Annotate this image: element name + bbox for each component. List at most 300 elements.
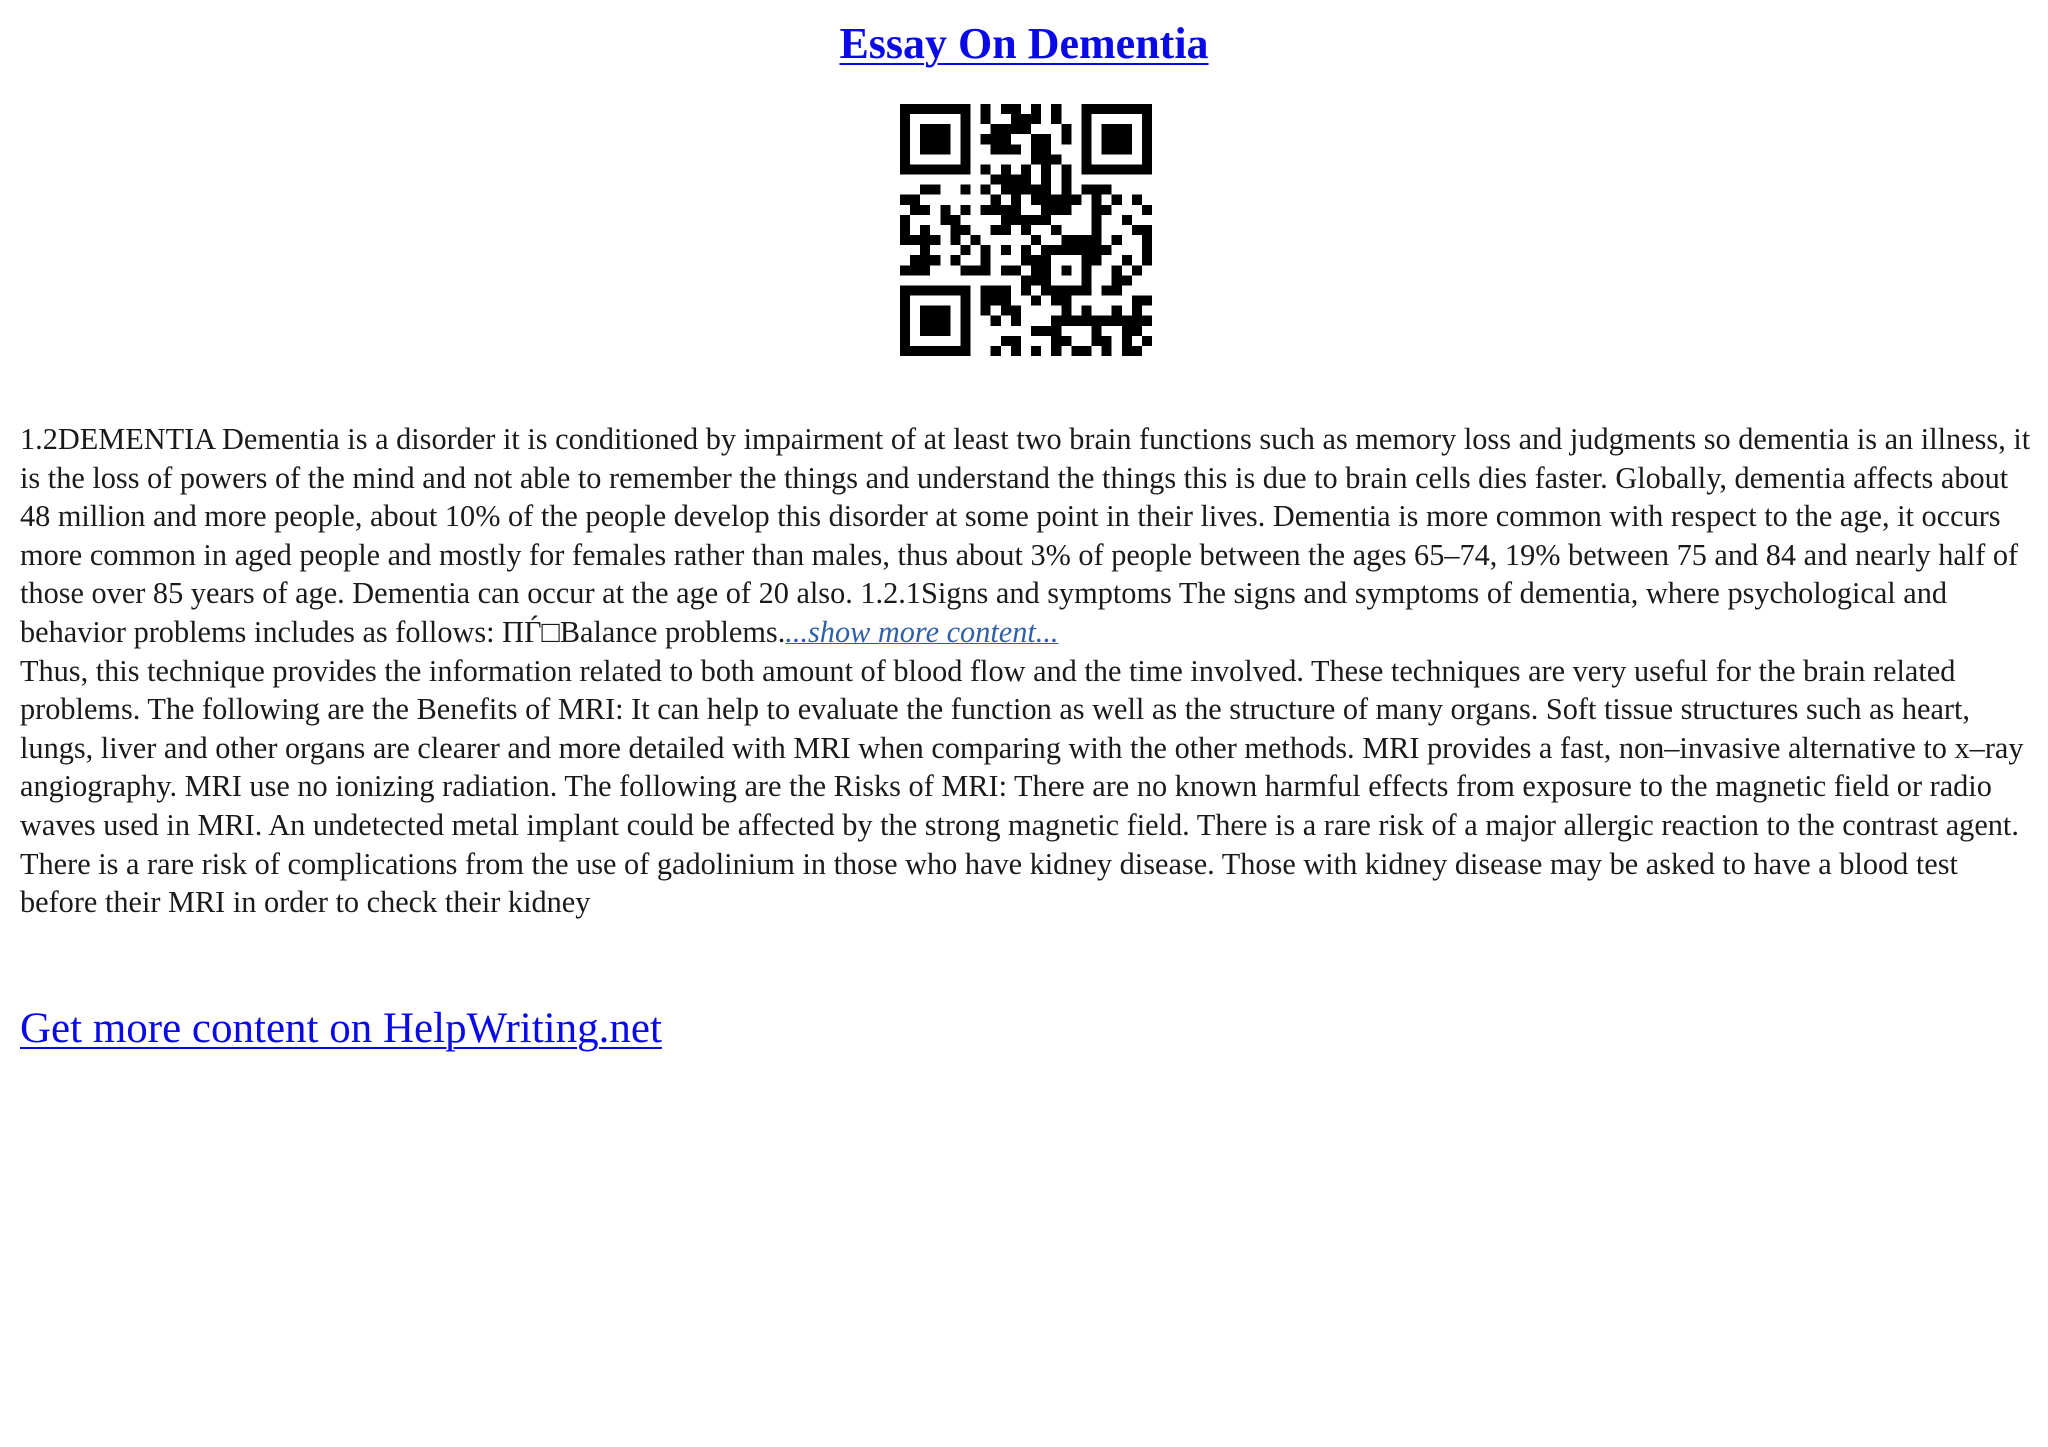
qr-module — [960, 346, 970, 356]
qr-module — [991, 144, 1001, 154]
qr-module — [1051, 104, 1061, 114]
qr-module — [1051, 285, 1061, 295]
qr-module — [981, 285, 991, 295]
qr-module — [1102, 285, 1112, 295]
qr-module — [1011, 175, 1021, 185]
qr-module — [930, 285, 940, 295]
qr-module — [1132, 164, 1142, 174]
qr-module — [1102, 336, 1112, 346]
qr-module — [1021, 114, 1031, 124]
qr-module — [930, 104, 940, 114]
qr-module — [1051, 336, 1061, 346]
qr-module — [950, 104, 960, 114]
qr-module — [1051, 114, 1061, 124]
qr-module — [1011, 195, 1021, 205]
paragraph-1-text: 1.2DEMENTIA Dementia is a disorder it is conditioned by impairment of at least two brain functions such as memory loss and judgments so dementia is an illness, it is the loss of powers of the mind and not able to remember the things and understand the things this is due to brain cells dies faster. Globally, dementia affects about 48 million and more people, about 10% of the people develop this disorder at some point in their lives. Dementia is more common with respect to the age, it occurs more common in aged people and mostly for females rather than males, thus about 3% of people between the ages 65–74, 19% between 75 and 84 and nearly half of those over 85 years of age. Dementia can occur at the age of 20 also. 1.2.1Signs and symptoms The signs and symptoms of dementia, where psychological and behavior problems includes as follows: ПЃ□Balance problems. — [20, 422, 2031, 649]
show-more-link[interactable]: ...show more content... — [785, 614, 1059, 649]
qr-module — [1041, 245, 1051, 255]
qr-module — [1092, 336, 1102, 346]
qr-module — [1021, 245, 1031, 255]
qr-module — [1142, 255, 1152, 265]
qr-module — [1031, 185, 1041, 195]
qr-module — [971, 235, 981, 245]
qr-module — [1132, 326, 1142, 336]
qr-module — [991, 285, 1001, 295]
qr-module — [940, 285, 950, 295]
qr-module — [900, 306, 910, 316]
qr-module — [900, 316, 910, 326]
qr-module — [971, 265, 981, 275]
qr-module — [960, 104, 970, 114]
qr-module — [1011, 205, 1021, 215]
qr-module — [1061, 164, 1071, 174]
qr-module — [1021, 285, 1031, 295]
qr-module — [1142, 124, 1152, 134]
qr-module — [950, 164, 960, 174]
qr-module — [920, 144, 930, 154]
qr-module — [1031, 215, 1041, 225]
qr-module — [1031, 235, 1041, 245]
qr-module — [1092, 235, 1102, 245]
qr-module — [1142, 235, 1152, 245]
qr-module — [991, 124, 1001, 134]
qr-module — [910, 104, 920, 114]
qr-module — [1041, 185, 1051, 195]
qr-module — [1092, 185, 1102, 195]
qr-module — [1001, 215, 1011, 225]
qr-module — [920, 134, 930, 144]
qr-module — [920, 316, 930, 326]
qr-module — [1031, 114, 1041, 124]
qr-module — [900, 346, 910, 356]
qr-module — [1122, 124, 1132, 134]
qr-module — [940, 104, 950, 114]
qr-module — [1142, 205, 1152, 215]
qr-module — [1061, 306, 1071, 316]
qr-module — [1081, 235, 1091, 245]
qr-module — [920, 124, 930, 134]
qr-module — [1051, 316, 1061, 326]
qr-module — [1001, 205, 1011, 215]
qr-module — [1061, 124, 1071, 134]
qr-module — [940, 124, 950, 134]
qr-module — [920, 285, 930, 295]
qr-module — [991, 346, 1001, 356]
qr-module — [960, 245, 970, 255]
qr-module — [1051, 225, 1061, 235]
qr-module — [981, 255, 991, 265]
qr-module — [1081, 124, 1091, 134]
qr-module — [1071, 285, 1081, 295]
qr-module — [1122, 275, 1132, 285]
qr-module — [1142, 296, 1152, 306]
qr-module — [1051, 326, 1061, 336]
qr-module — [1122, 336, 1132, 346]
qr-module — [1001, 285, 1011, 295]
qr-module — [940, 144, 950, 154]
qr-module — [910, 195, 920, 205]
qr-module — [1081, 245, 1091, 255]
qr-module — [1092, 195, 1102, 205]
qr-module — [1051, 205, 1061, 215]
qr-module — [910, 235, 920, 245]
qr-module — [981, 205, 991, 215]
qr-module — [960, 124, 970, 134]
qr-module — [1081, 316, 1091, 326]
qr-module — [1112, 265, 1122, 275]
qr-module — [920, 306, 930, 316]
qr-module — [900, 235, 910, 245]
qr-module — [1071, 346, 1081, 356]
qr-module — [1041, 326, 1051, 336]
qr-module — [1021, 164, 1031, 174]
qr-module — [1041, 134, 1051, 144]
qr-module — [1112, 134, 1122, 144]
qr-module — [920, 255, 930, 265]
qr-module — [1001, 336, 1011, 346]
qr-module — [1092, 225, 1102, 235]
qr-module — [1051, 195, 1061, 205]
qr-module — [910, 205, 920, 215]
qr-module — [1041, 265, 1051, 275]
qr-module — [1142, 134, 1152, 144]
qr-module — [1031, 326, 1041, 336]
qr-module — [1122, 144, 1132, 154]
qr-module — [940, 346, 950, 356]
qr-module — [900, 326, 910, 336]
qr-module — [1142, 316, 1152, 326]
qr-module — [1041, 144, 1051, 154]
qr-module — [1081, 306, 1091, 316]
qr-module — [991, 205, 1001, 215]
qr-module — [1011, 265, 1021, 275]
qr-module — [1001, 265, 1011, 275]
qr-module — [1031, 104, 1041, 114]
qr-module — [960, 316, 970, 326]
qr-module — [900, 265, 910, 275]
qr-module — [1011, 124, 1021, 134]
qr-module — [991, 175, 1001, 185]
title-container — [0, 18, 2048, 69]
qr-module — [1132, 306, 1142, 316]
qr-module — [1011, 114, 1021, 124]
qr-module — [1031, 265, 1041, 275]
qr-module — [1132, 265, 1142, 275]
qr-module — [1001, 296, 1011, 306]
qr-module — [1021, 225, 1031, 235]
qr-module — [1102, 134, 1112, 144]
qr-module — [1081, 255, 1091, 265]
qr-module — [1041, 215, 1051, 225]
qr-module — [1092, 316, 1102, 326]
qr-module — [920, 205, 930, 215]
qr-module — [900, 215, 910, 225]
qr-module — [1081, 114, 1091, 124]
qr-module — [900, 154, 910, 164]
qr-module — [1142, 225, 1152, 235]
qr-module — [930, 134, 940, 144]
qr-module — [981, 114, 991, 124]
qr-module — [900, 124, 910, 134]
qr-module — [1092, 164, 1102, 174]
qr-module — [1021, 255, 1031, 265]
qr-module — [1102, 124, 1112, 134]
qr-module — [960, 306, 970, 316]
qr-module — [1061, 195, 1071, 205]
qr-module — [1071, 195, 1081, 205]
qr-module — [910, 255, 920, 265]
qr-module — [1081, 154, 1091, 164]
qr-module — [1142, 104, 1152, 114]
qr-module — [900, 296, 910, 306]
qr-module — [960, 326, 970, 336]
qr-module — [1112, 235, 1122, 245]
qr-module — [1031, 134, 1041, 144]
qr-module — [960, 205, 970, 215]
qr-module — [981, 185, 991, 195]
qr-module — [1081, 285, 1091, 295]
qr-module — [1041, 205, 1051, 215]
qr-module — [1092, 205, 1102, 215]
page-title[interactable]: Essay On Dementia — [839, 19, 1209, 68]
qr-module — [1102, 205, 1112, 215]
qr-module — [1061, 134, 1071, 144]
qr-module — [1071, 235, 1081, 245]
qr-module — [950, 346, 960, 356]
qr-module — [920, 265, 930, 275]
qr-module — [930, 255, 940, 265]
qr-module — [1001, 245, 1011, 255]
qr-module — [1021, 185, 1031, 195]
qr-module — [1132, 346, 1142, 356]
qr-module — [1031, 144, 1041, 154]
qr-module — [1102, 346, 1112, 356]
qr-module — [900, 114, 910, 124]
qr-module — [920, 185, 930, 195]
qr-module — [1092, 215, 1102, 225]
qr-module — [1061, 175, 1071, 185]
qr-module — [1102, 104, 1112, 114]
qr-module — [960, 265, 970, 275]
qr-module — [910, 346, 920, 356]
qr-module — [1142, 245, 1152, 255]
qr-module — [1031, 255, 1041, 265]
qr-module — [1102, 164, 1112, 174]
essay-paragraph-1 — [20, 420, 2040, 652]
qr-module — [910, 265, 920, 275]
qr-module — [1001, 124, 1011, 134]
qr-module — [900, 195, 910, 205]
qr-module — [930, 235, 940, 245]
qr-module — [991, 296, 1001, 306]
qr-module — [920, 164, 930, 174]
qr-module — [940, 164, 950, 174]
qr-module — [960, 296, 970, 306]
qr-module — [900, 104, 910, 114]
qr-module — [920, 235, 930, 245]
qr-module — [1102, 245, 1112, 255]
qr-module — [1061, 265, 1071, 275]
qr-module — [960, 164, 970, 174]
qr-module — [991, 225, 1001, 235]
qr-module — [900, 336, 910, 346]
qr-module — [1001, 175, 1011, 185]
qr-module — [1081, 164, 1091, 174]
qr-module — [1031, 275, 1041, 285]
qr-module — [1011, 185, 1021, 195]
qr-module — [1092, 255, 1102, 265]
qr-module — [1122, 346, 1132, 356]
qr-module — [1041, 175, 1051, 185]
qr-module — [1071, 316, 1081, 326]
qr-module — [981, 245, 991, 255]
qr-module — [960, 154, 970, 164]
qr-module — [1142, 164, 1152, 174]
qr-module — [930, 124, 940, 134]
qr-module — [1081, 346, 1091, 356]
qr-module — [1142, 114, 1152, 124]
qr-module — [960, 285, 970, 295]
qr-module — [1041, 195, 1051, 205]
qr-module — [1061, 285, 1071, 295]
qr-module — [960, 114, 970, 124]
qr-module — [930, 346, 940, 356]
qr-module — [1092, 326, 1102, 336]
qr-module — [1051, 245, 1061, 255]
qr-module — [950, 235, 960, 245]
qr-module — [1112, 144, 1122, 154]
essay-paragraph-2: Thus, this technique provides the information related to both amount of blood flow and the time involved. These techniques are very useful for the brain related problems. The following are the Benefits of MRI: It can help to evaluate the function as well as the structure of many organs. Soft tissue structures such as heart, lungs, liver and other organs are clearer and more detailed with MRI when comparing with the other methods. MRI provides a fast, non–invasive alternative to x–ray angiography. MRI use no ionizing radiation. The following are the Risks of MRI: There are no known harmful effects from exposure to the magnetic field or radio waves used in MRI. An undetected metal implant could be affected by the strong magnetic field. There is a rare risk of a major allergic reaction to the contrast agent. There is a rare risk of complications from the use of gadolinium in those who have kidney disease. Those with kidney disease may be asked to have a blood test before their MRI in order to check their kidney — [20, 653, 2024, 920]
qr-module — [930, 164, 940, 174]
qr-module — [930, 316, 940, 326]
qr-module — [1031, 346, 1041, 356]
helpwriting-link[interactable]: Get more content on HelpWriting.net — [20, 1005, 662, 1052]
qr-module — [930, 326, 940, 336]
qr-module — [1011, 346, 1021, 356]
qr-module — [900, 164, 910, 174]
qr-module — [1001, 144, 1011, 154]
qr-module — [1081, 275, 1091, 285]
qr-module — [1112, 285, 1122, 295]
qr-module — [991, 134, 1001, 144]
qr-module — [1092, 104, 1102, 114]
qr-module — [1061, 336, 1071, 346]
qr-module — [940, 306, 950, 316]
qr-module — [1011, 336, 1021, 346]
qr-module — [981, 265, 991, 275]
qr-module — [1102, 185, 1112, 195]
qr-module — [1061, 296, 1071, 306]
qr-module — [950, 255, 960, 265]
qr-module — [900, 225, 910, 235]
qr-module — [1081, 185, 1091, 195]
qr-module — [960, 134, 970, 144]
qr-module — [1061, 205, 1071, 215]
qr-module — [1051, 346, 1061, 356]
qr-module — [1122, 164, 1132, 174]
qr-module — [1001, 225, 1011, 235]
qr-module — [981, 296, 991, 306]
qr-module — [1011, 316, 1021, 326]
qr-module — [1001, 185, 1011, 195]
qr-module — [960, 336, 970, 346]
qr-module — [1041, 154, 1051, 164]
qr-module — [1132, 296, 1142, 306]
qr-module — [1081, 104, 1091, 114]
qr-module — [1071, 245, 1081, 255]
qr-module — [1122, 326, 1132, 336]
qr-module — [1041, 164, 1051, 174]
qr-module — [1011, 104, 1021, 114]
qr-module — [1051, 296, 1061, 306]
qr-module — [950, 225, 960, 235]
qr-module — [900, 144, 910, 154]
qr-module — [930, 306, 940, 316]
qr-module — [1122, 316, 1132, 326]
qr-module — [1041, 255, 1051, 265]
qr-module — [1011, 306, 1021, 316]
qr-module — [1112, 124, 1122, 134]
qr-module — [1112, 306, 1122, 316]
qr-module — [1122, 134, 1132, 144]
qr-module — [1021, 215, 1031, 225]
qr-module — [940, 326, 950, 336]
qr-module — [1001, 104, 1011, 114]
qr-module — [920, 245, 930, 255]
qr-module — [1001, 134, 1011, 144]
qr-module — [910, 164, 920, 174]
qr-module — [1142, 154, 1152, 164]
qr-module — [1122, 255, 1132, 265]
qr-module — [1011, 215, 1021, 225]
qr-module — [1031, 195, 1041, 205]
qr-module — [1011, 144, 1021, 154]
qr-module — [1092, 245, 1102, 255]
qr-module — [940, 316, 950, 326]
qr-module — [920, 225, 930, 235]
qr-module — [960, 185, 970, 195]
qr-module — [981, 164, 991, 174]
qr-module — [900, 285, 910, 295]
qr-code-icon — [900, 104, 1152, 356]
qr-module — [1112, 195, 1122, 205]
qr-module — [930, 144, 940, 154]
qr-module — [991, 316, 1001, 326]
qr-module — [1051, 154, 1061, 164]
qr-module — [1031, 296, 1041, 306]
qr-module — [1132, 225, 1142, 235]
qr-module — [1102, 144, 1112, 154]
qr-module — [960, 144, 970, 154]
qr-module — [981, 104, 991, 114]
qr-module — [1132, 316, 1142, 326]
qr-module — [940, 134, 950, 144]
qr-module — [1081, 134, 1091, 144]
qr-module — [1112, 275, 1122, 285]
qr-module — [981, 134, 991, 144]
qr-module — [1081, 144, 1091, 154]
qr-module — [1081, 265, 1091, 275]
qr-module — [1142, 336, 1152, 346]
essay-body — [20, 420, 2040, 922]
qr-module — [1061, 235, 1071, 245]
qr-module — [1112, 316, 1122, 326]
qr-module — [940, 215, 950, 225]
qr-module — [1112, 104, 1122, 114]
qr-module — [1021, 124, 1031, 134]
qr-module — [981, 306, 991, 316]
qr-module — [1041, 275, 1051, 285]
